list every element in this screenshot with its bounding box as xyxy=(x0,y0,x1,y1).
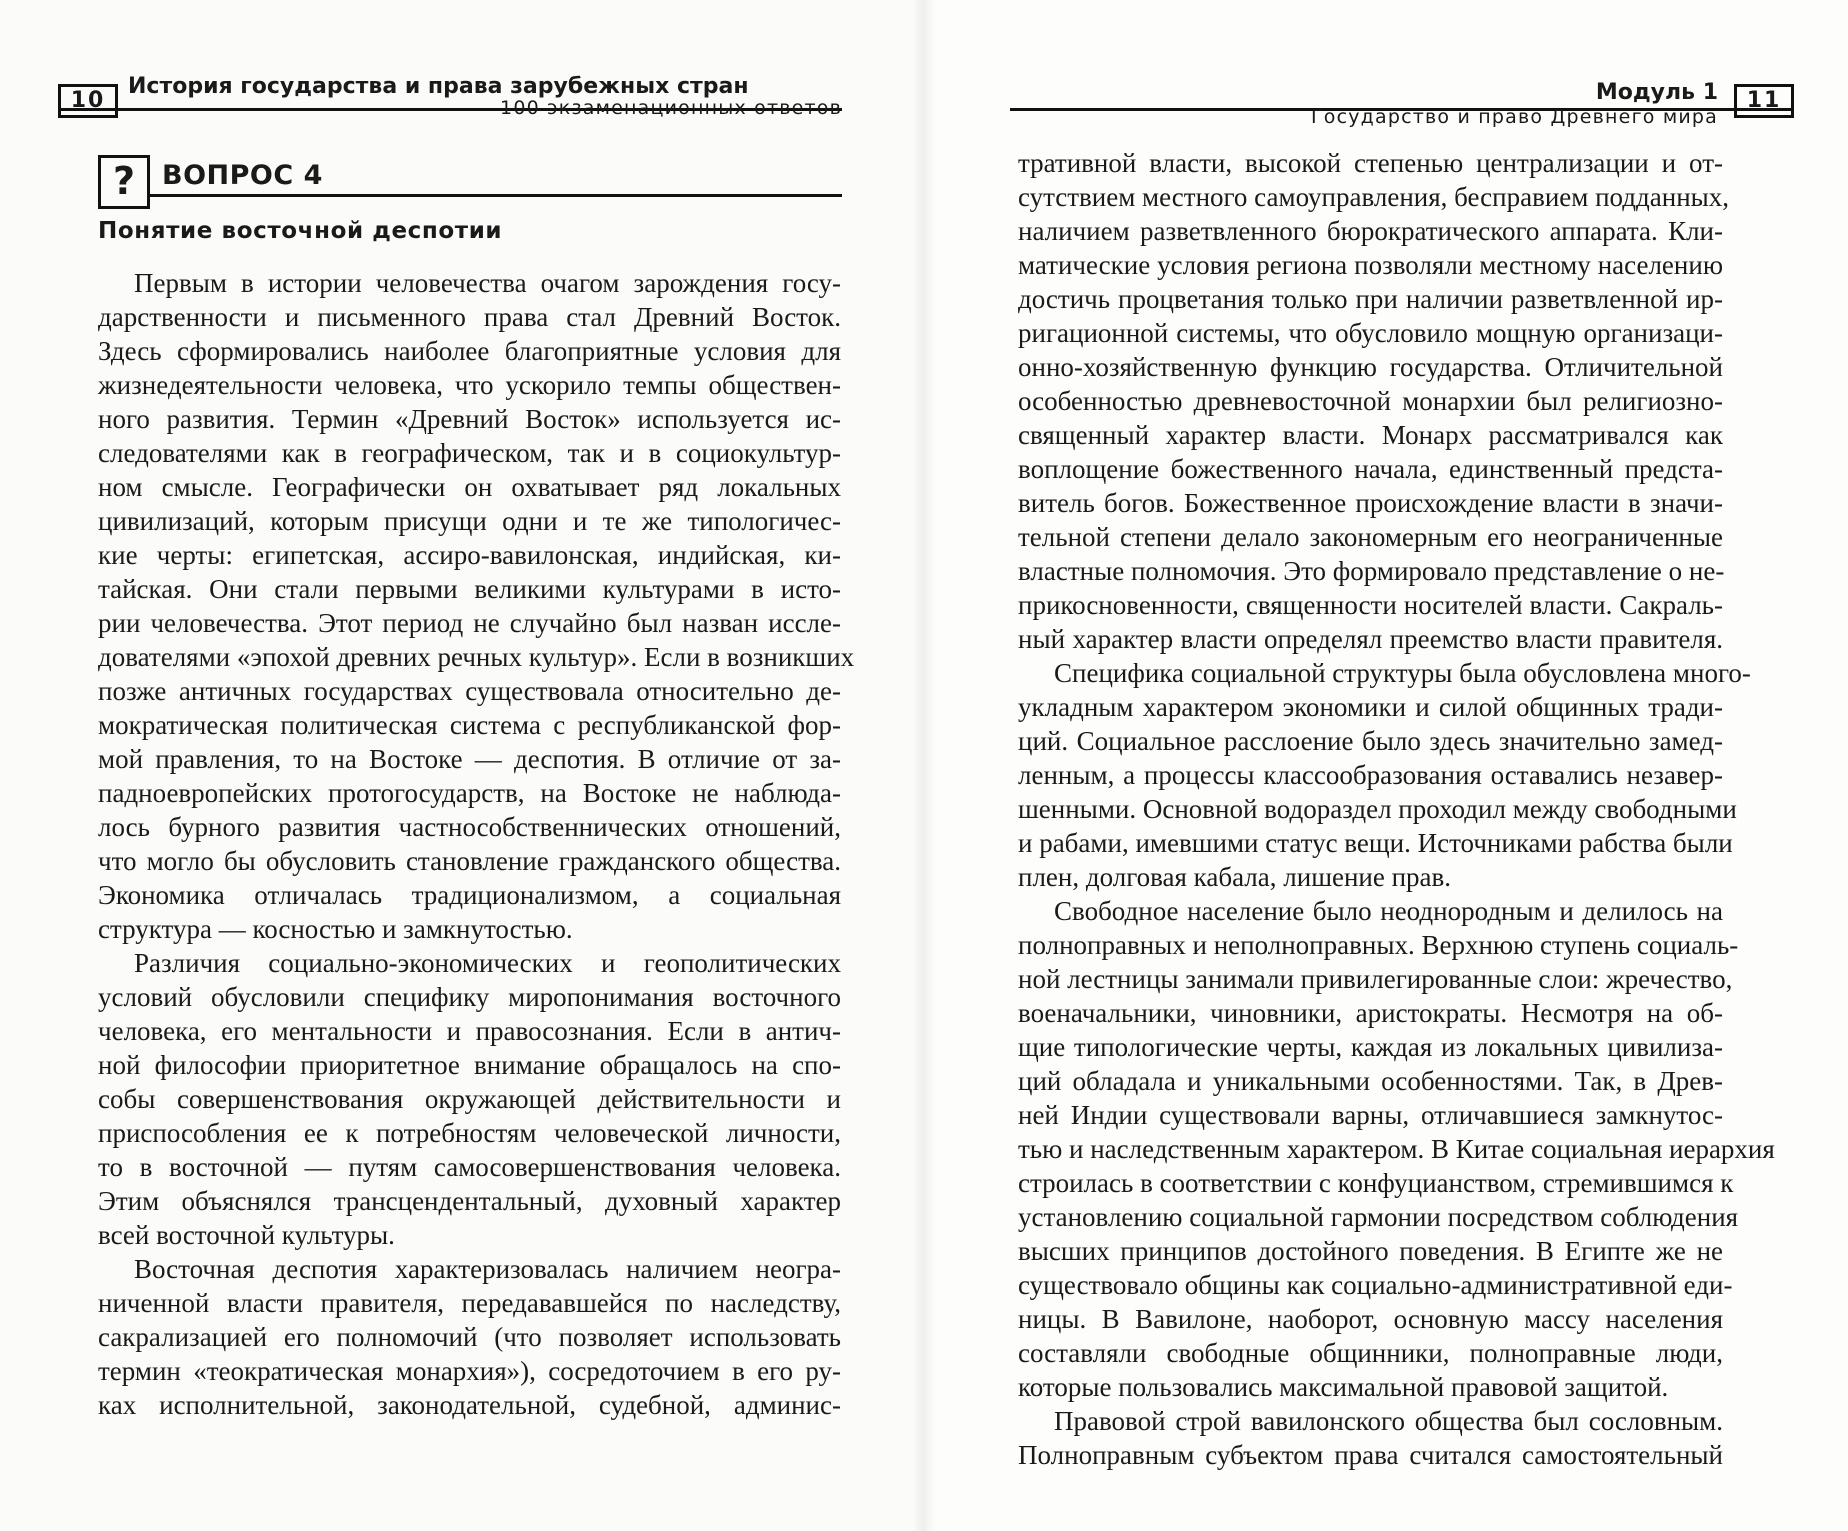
text-line: Специфика социальной структуры была обусловлена много- xyxy=(1054,658,1751,688)
text-line: Полноправным субъектом права считался самостоятельный xyxy=(1018,1440,1723,1470)
text-line: и рабами, имевшими статус вещи. Источниками рабства были xyxy=(1018,828,1733,858)
text-line: священный характер власти. Монарх рассматривался как xyxy=(1018,420,1723,450)
book-gutter xyxy=(912,0,936,1531)
text-line: матические условия региона позволяли местному населению xyxy=(1018,250,1723,280)
text-line: то в восточной — путям самосовершенствования человека. xyxy=(98,1152,841,1182)
text-line: тайская. Они стали первыми великими культурами в исто- xyxy=(98,574,841,604)
text-line: которые пользовались максимальной правовой защитой. xyxy=(1018,1372,1669,1402)
text-line: ригационной системы, что обусловило мощную организаци- xyxy=(1018,318,1723,348)
text-line: укладным характером экономики и силой общинных тради- xyxy=(1018,692,1723,722)
running-header-subtitle: 100 экзаменационных ответов xyxy=(500,97,842,119)
text-line: тью и наследственным характером. В Китае социальная иерархия xyxy=(1018,1134,1775,1164)
text-line: ках исполнительной, законодательной, судебной, админис- xyxy=(98,1390,841,1420)
text-line: термин «теократическая монархия»), сосредоточием в его ру- xyxy=(98,1356,841,1386)
text-line: воплощение божественного начала, единственный предста- xyxy=(1018,454,1723,484)
text-line: щие типологические черты, каждая из локальных цивилиза- xyxy=(1018,1032,1723,1062)
text-line: ного развития. Термин «Древний Восток» используется ис- xyxy=(98,404,841,434)
text-line: ций. Социальное расслоение было здесь значительно замед- xyxy=(1018,726,1723,756)
text-line: человека, его ментальности и правосознания. Если в антич- xyxy=(98,1016,841,1046)
text-line: что могло бы обусловить становление гражданского общества. xyxy=(98,846,841,876)
question-title: ВОПРОС 4 xyxy=(162,160,323,191)
text-line: ницы. В Вавилоне, наоборот, основную массу населения xyxy=(1018,1304,1723,1334)
text-line: плен, долговая кабала, лишение прав. xyxy=(1018,862,1452,892)
text-line: Различия социально-экономических и геополитических xyxy=(134,948,841,978)
question-subtitle: Понятие восточной деспотии xyxy=(98,218,503,244)
text-line: цивилизаций, которым присущи одни и те же типологичес- xyxy=(98,506,841,536)
text-line: военачальники, чиновники, аристократы. Несмотря на об- xyxy=(1018,998,1723,1028)
text-line: особенностью древневосточной монархии был религиозно- xyxy=(1018,386,1723,416)
text-line: дарственности и письменного права стал Древний Восток. xyxy=(98,302,841,332)
text-line: тельной степени делало закономерным его неограниченные xyxy=(1018,522,1723,552)
text-line: Здесь сформировались наиболее благоприятные условия для xyxy=(98,336,841,366)
text-line: позже античных государствах существовала относительно де- xyxy=(98,676,841,706)
text-line: Экономика отличалась традиционализмом, а социальная xyxy=(98,880,841,910)
text-line: лось бурного развития частнособственнических отношений, xyxy=(98,812,841,842)
text-line: существовало общины как социально-административной еди- xyxy=(1018,1270,1733,1300)
text-line: тративной власти, высокой степенью централизации и от- xyxy=(1018,148,1723,178)
question-rule xyxy=(150,194,842,197)
text-line: сакрализацией его полномочий (что позволяет использовать xyxy=(98,1322,841,1352)
text-line: собы совершенствования окружающей действительности и xyxy=(98,1084,841,1114)
text-line: ной философии приоритетное внимание обращалось на спо- xyxy=(98,1050,841,1080)
text-line: ленным, а процессы классообразования оставались незавер- xyxy=(1018,760,1723,790)
text-line: структура — косностью и замкнутостью. xyxy=(98,914,573,944)
text-line: ный характер власти определял преемство власти правителя. xyxy=(1018,624,1723,654)
running-header-subtitle: Государство и право Древнего мира xyxy=(1310,106,1718,128)
text-line: следователями как в географическом, так и в социокультур- xyxy=(98,438,841,468)
text-line: мой правления, то на Востоке — деспотия. В отличие от за- xyxy=(98,744,841,774)
text-line: Свободное население было неоднородным и делилось на xyxy=(1054,896,1723,926)
text-line: кие черты: египетская, ассиро-вавилонская, индийская, ки- xyxy=(98,540,841,570)
text-line: ций обладала и уникальными особенностями. Так, в Древ- xyxy=(1018,1066,1723,1096)
text-line: всей восточной культуры. xyxy=(98,1220,395,1250)
text-line: ном смысле. Географически он охватывает ряд локальных xyxy=(98,472,841,502)
text-line: Восточная деспотия характеризовалась наличием неогра- xyxy=(134,1254,841,1284)
text-line: витель богов. Божественное происхождение власти в значи- xyxy=(1018,488,1723,518)
text-line: полноправных и неполноправных. Верхнюю ступень социаль- xyxy=(1018,930,1739,960)
text-line: ной лестницы занимали привилегированные слои: жречество, xyxy=(1018,964,1733,994)
text-line: властные полномочия. Это формировало представление о не- xyxy=(1018,556,1725,586)
text-line: ниченной власти правителя, передававшейся по наследству, xyxy=(98,1288,841,1318)
left-text-column xyxy=(98,266,855,1422)
text-line: приспособления ее к потребностям человеческой личности, xyxy=(98,1118,841,1148)
text-line: составляли свободные общинники, полноправные люди, xyxy=(1018,1338,1723,1368)
text-line: падноевропейских протогосударств, на Востоке не наблюда- xyxy=(98,778,841,808)
text-line: достичь процветания только при наличии разветвленной ир- xyxy=(1018,284,1723,314)
running-header-title: История государства и права зарубежных стран xyxy=(128,74,749,99)
text-line: сутствием местного самоуправления, бесправием подданных, xyxy=(1018,182,1730,212)
text-line: Этим объяснялся трансцендентальный, духовный характер xyxy=(98,1186,841,1216)
text-line: мократическая политическая система с республиканской фор- xyxy=(98,710,841,740)
page-number: 10 xyxy=(58,84,118,118)
right-text-column xyxy=(1018,146,1775,1472)
text-line: строилась в соответствии с конфуцианством, стремившимся к xyxy=(1018,1168,1734,1198)
text-line: Правовой строй вавилонского общества был сословным. xyxy=(1054,1406,1723,1436)
text-line: прикосновенности, священности носителей власти. Сакраль- xyxy=(1018,590,1723,620)
text-line: онно-хозяйственную функцию государства. Отличительной xyxy=(1018,352,1723,382)
text-line: ней Индии существовали варны, отличавшиеся замкнутос- xyxy=(1018,1100,1723,1130)
text-line: шенными. Основной водораздел проходил между свободными xyxy=(1018,794,1737,824)
text-line: высших принципов достойного поведения. В Египте же не xyxy=(1018,1236,1723,1266)
question-icon: ? xyxy=(98,155,150,209)
running-header-title: Модуль 1 xyxy=(1595,80,1718,105)
right-page xyxy=(924,0,1848,1531)
text-line: Первым в истории человечества очагом зарождения госу- xyxy=(134,268,841,298)
text-line: наличием разветвленного бюрократического аппарата. Кли- xyxy=(1018,216,1723,246)
text-line: дователями «эпохой древних речных культур». Если в возникших xyxy=(98,642,855,672)
text-line: рии человечества. Этот период не случайно был назван иссле- xyxy=(98,608,841,638)
text-line: условий обусловили специфику миропонимания восточного xyxy=(98,982,841,1012)
text-line: установлению социальной гармонии посредством соблюдения xyxy=(1018,1202,1739,1232)
page-number: 11 xyxy=(1734,84,1794,118)
text-line: жизнедеятельности человека, что ускорило темпы обществен- xyxy=(98,370,841,400)
